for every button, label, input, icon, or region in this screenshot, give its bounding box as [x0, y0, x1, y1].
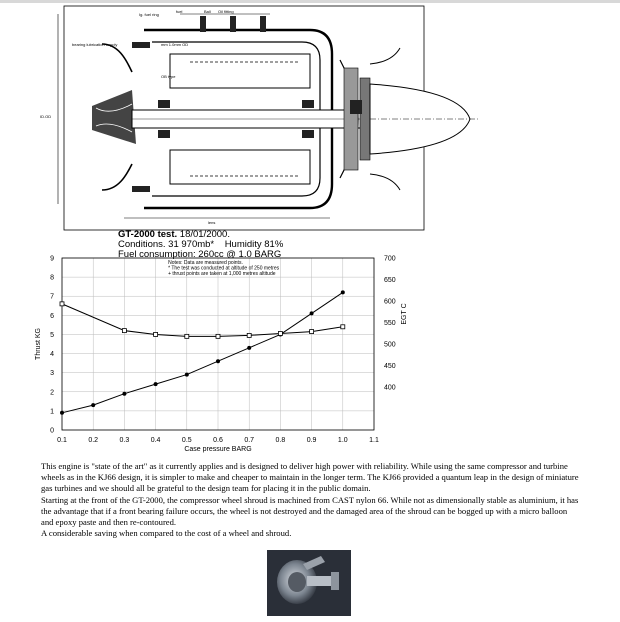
diagram-label-left1: bearing lubrication supply [72, 42, 118, 47]
test-date: 18/01/2000. [179, 229, 230, 240]
y-tick-label-left: 5 [50, 331, 54, 339]
series-line [62, 292, 343, 412]
diagram-label-bottom: lens [208, 220, 216, 225]
x-tick-label: 0.6 [213, 437, 223, 444]
chart-note: Notes: Data are measured points. [168, 260, 243, 266]
engine-diagram-drawing [40, 4, 500, 236]
article-paragraph-1: This engine is "state of the art" as it currently applies and is designed to deliver high power with reliability. While using the same compressor and turbine wheels as in the KJ66 design, it is simpler to make and cheaper to maintain in the longer term. The KJ66 provided a quantum leap in the design of miniature gas turbines and we should all be grateful to the design team for placing it in the public domain. [41, 461, 579, 494]
data-point [310, 330, 314, 334]
y-tick-label-left: 2 [50, 389, 54, 397]
top-rule [0, 0, 620, 3]
engine-photo-drawing [267, 550, 351, 616]
engine-photo [267, 550, 351, 616]
x-tick-label: 0.5 [181, 437, 192, 444]
y-tick-label-right: 700 [384, 255, 396, 263]
diagram-label-left3: OB type [161, 74, 176, 79]
conditions-label: Conditions. [118, 239, 166, 250]
data-point [310, 311, 314, 315]
fuel-consumption: Fuel consumption: 260cc @ 1.0 BARG [118, 249, 282, 260]
data-point [154, 332, 158, 336]
series-line [62, 304, 343, 336]
test-title: GT-2000 test. [118, 229, 178, 240]
data-point [91, 403, 95, 407]
article-paragraph-3: A considerable saving when compared to the cost of a wheel and shroud. [41, 528, 292, 539]
y-tick-label-left: 6 [50, 312, 54, 320]
y-tick-label-right: 550 [384, 320, 396, 327]
x-tick-label: 0.7 [244, 437, 255, 444]
diagram-label-top1: Ig. fuel ring [139, 12, 159, 17]
data-point [247, 346, 251, 350]
x-tick-label: 0.9 [306, 437, 317, 444]
y-tick-label-right: 500 [384, 341, 396, 349]
x-tick-label: 0.4 [150, 437, 161, 444]
data-point [216, 359, 220, 363]
x-tick-label: 1.0 [337, 437, 348, 444]
chart-note: * The test was conducted at altitude of 250 metres [168, 265, 280, 272]
data-point [216, 334, 220, 338]
diagram-label-top2: fuel [176, 9, 183, 14]
diagram-label-top3: Ball [204, 9, 211, 14]
y-tick-label-left: 0 [50, 427, 54, 435]
article-paragraph-2: Starting at the front of the GT-2000, the compressor wheel shroud is machined from CAST nylon 66. While not as dimensionally stable as aluminium, it has the advantage that if a front bearing failure occurs, the wheel is not destroyed and the damaged area of the shroud can be bogged up with a micro balloon and epoxy paste and then re-contoured. [41, 494, 579, 528]
x-tick-label: 0.3 [119, 437, 130, 444]
x-axis-label: Case pressure BARG [184, 446, 252, 453]
y-tick-label-left: 9 [50, 255, 54, 263]
y-tick-label-right: 600 [384, 298, 396, 306]
data-point [154, 382, 158, 386]
data-point [185, 334, 189, 338]
data-point [247, 333, 251, 337]
y-axis-label-left: Thrust KG [35, 328, 42, 360]
diagram-label-top4: Oil fitting [218, 9, 234, 14]
conditions-value: 31 970mb* [168, 239, 215, 250]
humidity: Humidity 81% [224, 239, 284, 250]
x-tick-label: 1.1 [369, 437, 379, 444]
x-tick-label: 0.1 [57, 437, 67, 444]
article [41, 461, 581, 539]
y-tick-label-left: 3 [50, 370, 54, 378]
data-point [278, 331, 282, 335]
y-tick-label-right: 450 [384, 363, 396, 370]
data-point [341, 325, 345, 329]
data-point [60, 302, 64, 306]
data-point [60, 411, 64, 415]
data-point [122, 392, 126, 396]
y-tick-label-left: 7 [50, 293, 54, 301]
chart-note: + thrust points are taken at 1,000 metres altitude [168, 271, 276, 277]
y-tick-label-left: 8 [50, 274, 54, 282]
chart-svg [30, 254, 410, 454]
y-tick-label-left: 1 [50, 408, 54, 416]
diagram-label-side: ID.OD [40, 114, 52, 119]
y-tick-label-right: 400 [384, 384, 396, 392]
y-tick-label-left: 4 [50, 351, 54, 359]
y-axis-label-right: EGT C [401, 303, 408, 325]
engine-diagram [40, 4, 500, 236]
data-point [185, 373, 189, 377]
data-point [341, 290, 345, 294]
x-tick-label: 0.2 [88, 437, 99, 444]
x-tick-label: 0.8 [275, 437, 286, 444]
performance-chart [30, 254, 410, 454]
y-tick-label-right: 650 [384, 277, 396, 284]
diagram-label-left2: mm 1.0mm OD [161, 42, 189, 47]
data-point [122, 329, 126, 333]
